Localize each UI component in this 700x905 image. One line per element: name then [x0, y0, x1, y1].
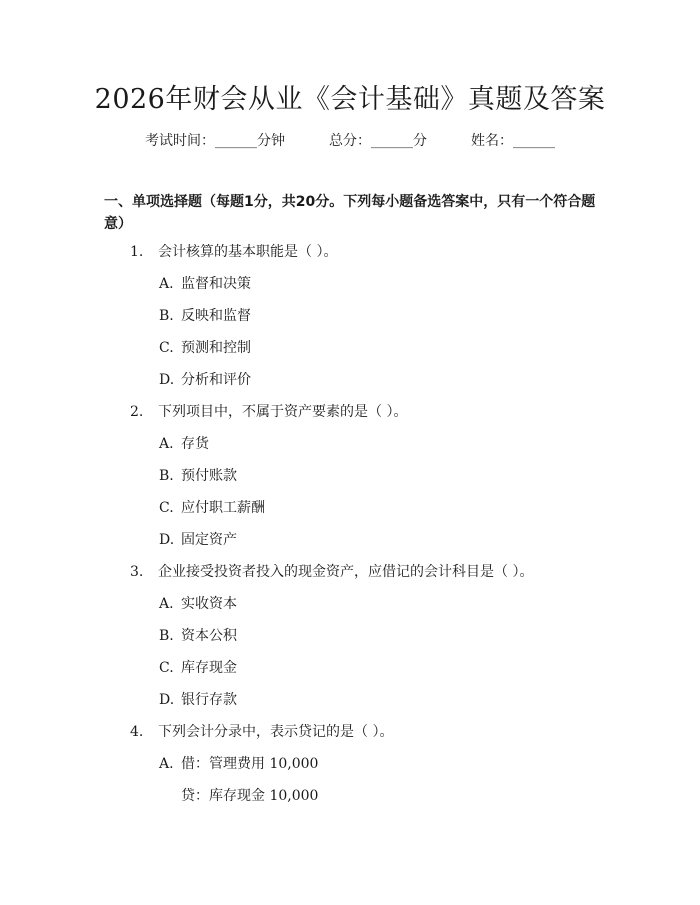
option-2b [159, 466, 579, 486]
question-1 [130, 242, 580, 262]
question-2 [130, 402, 580, 422]
option-text: 固定资产 [181, 532, 237, 548]
option-letter: C. [159, 500, 174, 516]
option-text: 存货 [181, 436, 209, 452]
page-title: 2026年财会从业《会计基础》真题及答案 [94, 84, 606, 115]
question-number: 1. [130, 244, 144, 260]
option-text: 预付账款 [181, 468, 237, 484]
option-1a [159, 274, 579, 294]
time-field: 考试时间：______分钟 [145, 133, 285, 149]
option-text: 借：管理费用 10,000 [181, 756, 319, 772]
option-text: 分析和评价 [181, 372, 251, 388]
option-3c [159, 658, 579, 678]
option-4a-continuation: 贷：库存现金 10,000 [181, 788, 319, 804]
exam-meta [0, 131, 700, 151]
question-number: 4. [130, 724, 144, 740]
option-letter: D. [159, 532, 175, 548]
option-letter: B. [159, 308, 174, 324]
option-text: 资本公积 [181, 628, 237, 644]
option-text: 监督和决策 [181, 276, 251, 292]
option-letter: A. [159, 436, 174, 452]
question-text: 下列项目中，不属于资产要素的是（ ）。 [158, 404, 408, 420]
question-3 [130, 562, 580, 582]
score-field: 总分：______分 [329, 133, 427, 149]
option-1d [159, 370, 579, 390]
question-number: 3. [130, 564, 144, 580]
option-letter: A. [159, 276, 174, 292]
question-number: 2. [130, 404, 144, 420]
question-text: 会计核算的基本职能是（ ）。 [158, 244, 338, 260]
option-letter: B. [159, 628, 174, 644]
option-letter: C. [159, 340, 174, 356]
question-text: 企业接受投资者投入的现金资产，应借记的会计科目是（ ）。 [158, 564, 534, 580]
name-field: 姓名：______ [471, 133, 555, 149]
option-2c [159, 498, 579, 518]
option-1b [159, 306, 579, 326]
option-2a [159, 434, 579, 454]
question-text: 下列会计分录中，表示贷记的是（ ）。 [158, 724, 394, 740]
question-4 [130, 722, 580, 742]
option-1c [159, 338, 579, 358]
option-letter: A. [159, 756, 174, 772]
option-text: 预测和控制 [181, 340, 251, 356]
option-2d [159, 530, 579, 550]
option-text: 银行存款 [181, 692, 237, 708]
option-letter: D. [159, 372, 175, 388]
option-text: 应付职工薪酬 [181, 500, 265, 516]
option-letter: B. [159, 468, 174, 484]
option-3a [159, 594, 579, 614]
option-letter: D. [159, 692, 175, 708]
option-letter: C. [159, 660, 174, 676]
option-3b [159, 626, 579, 646]
option-4a [159, 754, 579, 774]
option-letter: A. [159, 596, 174, 612]
option-3d [159, 690, 579, 710]
option-text: 库存现金 [181, 660, 237, 676]
option-text: 实收资本 [181, 596, 237, 612]
section-heading: 一、单项选择题（每题1分，共20分。下列每小题备选答案中，只有一个符合题意） [104, 194, 596, 232]
option-text: 反映和监督 [181, 308, 251, 324]
